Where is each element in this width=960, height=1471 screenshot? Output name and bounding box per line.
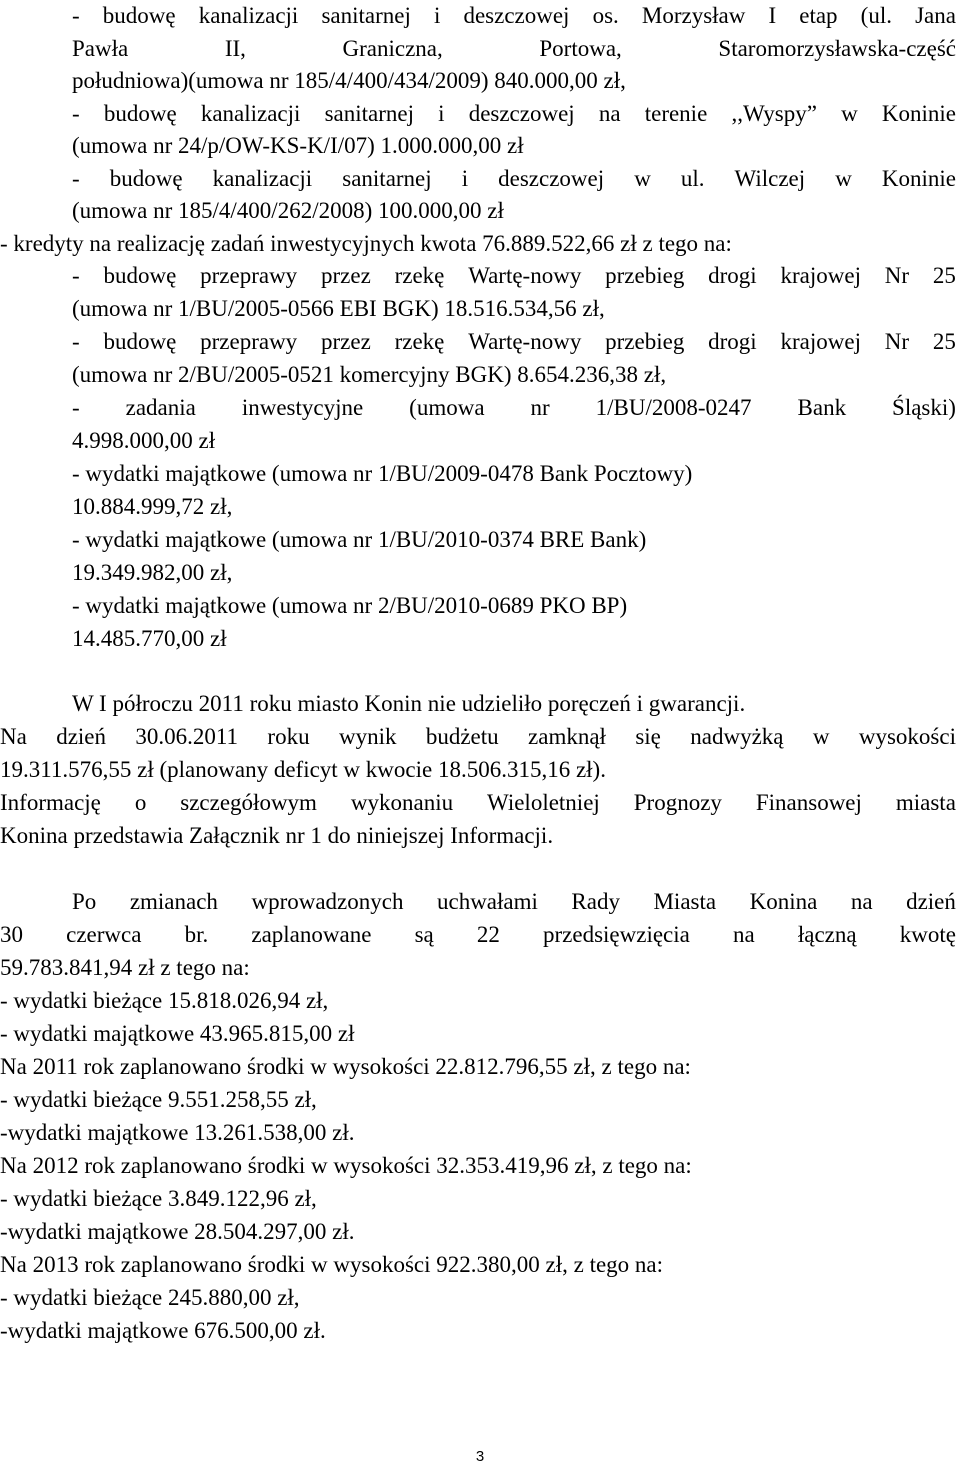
text-line: Informację o szczegółowym wykonaniu Wieloletniej Prognozy Finansowej miasta: [0, 790, 956, 815]
text-line: Pawła II, Graniczna, Portowa, Staromorzysławska-część: [72, 36, 956, 61]
text-line: 14.485.770,00 zł: [72, 626, 227, 651]
text-line: - budowę przeprawy przez rzekę Wartę-nowy przebieg drogi krajowej Nr 25: [72, 329, 956, 354]
text-line: - wydatki bieżące 245.880,00 zł,: [0, 1285, 300, 1310]
text-line: - budowę przeprawy przez rzekę Wartę-nowy przebieg drogi krajowej Nr 25: [72, 263, 956, 288]
text-line: (umowa nr 24/p/OW-KS-K/I/07) 1.000.000,00 zł: [72, 133, 524, 158]
text-line: Na dzień 30.06.2011 roku wynik budżetu zamknął się nadwyżką w wysokości: [0, 724, 956, 749]
text-line: Po zmianach wprowadzonych uchwałami Rady Miasta Konina na dzień: [72, 889, 956, 914]
text-line: - wydatki majątkowe (umowa nr 1/BU/2009-0478 Bank Pocztowy): [72, 461, 693, 486]
text-line: (umowa nr 185/4/400/262/2008) 100.000,00 zł: [72, 198, 504, 223]
text-line: - wydatki bieżące 3.849.122,96 zł,: [0, 1186, 317, 1211]
text-line: - budowę kanalizacji sanitarnej i deszczowej w ul. Wilczej w Koninie: [72, 166, 956, 191]
text-line: - kredyty na realizację zadań inwestycyjnych kwota 76.889.522,66 zł z tego na:: [0, 231, 732, 256]
text-line: -wydatki majątkowe 28.504.297,00 zł.: [0, 1219, 355, 1244]
text-line: Na 2012 rok zaplanowano środki w wysokości 32.353.419,96 zł, z tego na:: [0, 1153, 692, 1178]
text-line: -wydatki majątkowe 676.500,00 zł.: [0, 1318, 326, 1343]
text-line: 19.311.576,55 zł (planowany deficyt w kwocie 18.506.315,16 zł).: [0, 757, 606, 782]
text-line: 59.783.841,94 zł z tego na:: [0, 955, 250, 980]
text-line: - wydatki bieżące 15.818.026,94 zł,: [0, 988, 329, 1013]
text-line: - wydatki majątkowe (umowa nr 2/BU/2010-0689 PKO BP): [72, 593, 628, 618]
text-line: - wydatki majątkowe (umowa nr 1/BU/2010-0374 BRE Bank): [72, 527, 647, 552]
text-line: -wydatki majątkowe 13.261.538,00 zł.: [0, 1120, 355, 1145]
text-line: Na 2013 rok zaplanowano środki w wysokości 922.380,00 zł, z tego na:: [0, 1252, 664, 1277]
text-line: południowa)(umowa nr 185/4/400/434/2009) 840.000,00 zł,: [72, 68, 626, 93]
text-line: Na 2011 rok zaplanowano środki w wysokości 22.812.796,55 zł, z tego na:: [0, 1054, 691, 1079]
text-line: 19.349.982,00 zł,: [72, 560, 233, 585]
text-line: - zadania inwestycyjne (umowa nr 1/BU/2008-0247 Bank Śląski): [72, 395, 956, 420]
text-line: 4.998.000,00 zł: [72, 428, 216, 453]
text-line: - budowę kanalizacji sanitarnej i deszczowej os. Morzysław I etap (ul. Jana: [72, 3, 956, 28]
text-line: (umowa nr 2/BU/2005-0521 komercyjny BGK) 8.654.236,38 zł,: [72, 362, 667, 387]
text-line: Konina przedstawia Załącznik nr 1 do niniejszej Informacji.: [0, 823, 554, 848]
text-line: 10.884.999,72 zł,: [72, 494, 233, 519]
text-line: - wydatki bieżące 9.551.258,55 zł,: [0, 1087, 317, 1112]
text-line: 30 czerwca br. zaplanowane są 22 przedsięwzięcia na łączną kwotę: [0, 922, 956, 947]
page-number: 3: [475, 1448, 485, 1465]
text-line: W I półroczu 2011 roku miasto Konin nie udzieliło poręczeń i gwarancji.: [72, 691, 746, 716]
text-line: - wydatki majątkowe 43.965.815,00 zł: [0, 1021, 355, 1046]
text-line: (umowa nr 1/BU/2005-0566 EBI BGK) 18.516.534,56 zł,: [72, 296, 605, 321]
text-line: - budowę kanalizacji sanitarnej i deszczowej na terenie ,,Wyspy” w Koninie: [72, 101, 956, 126]
